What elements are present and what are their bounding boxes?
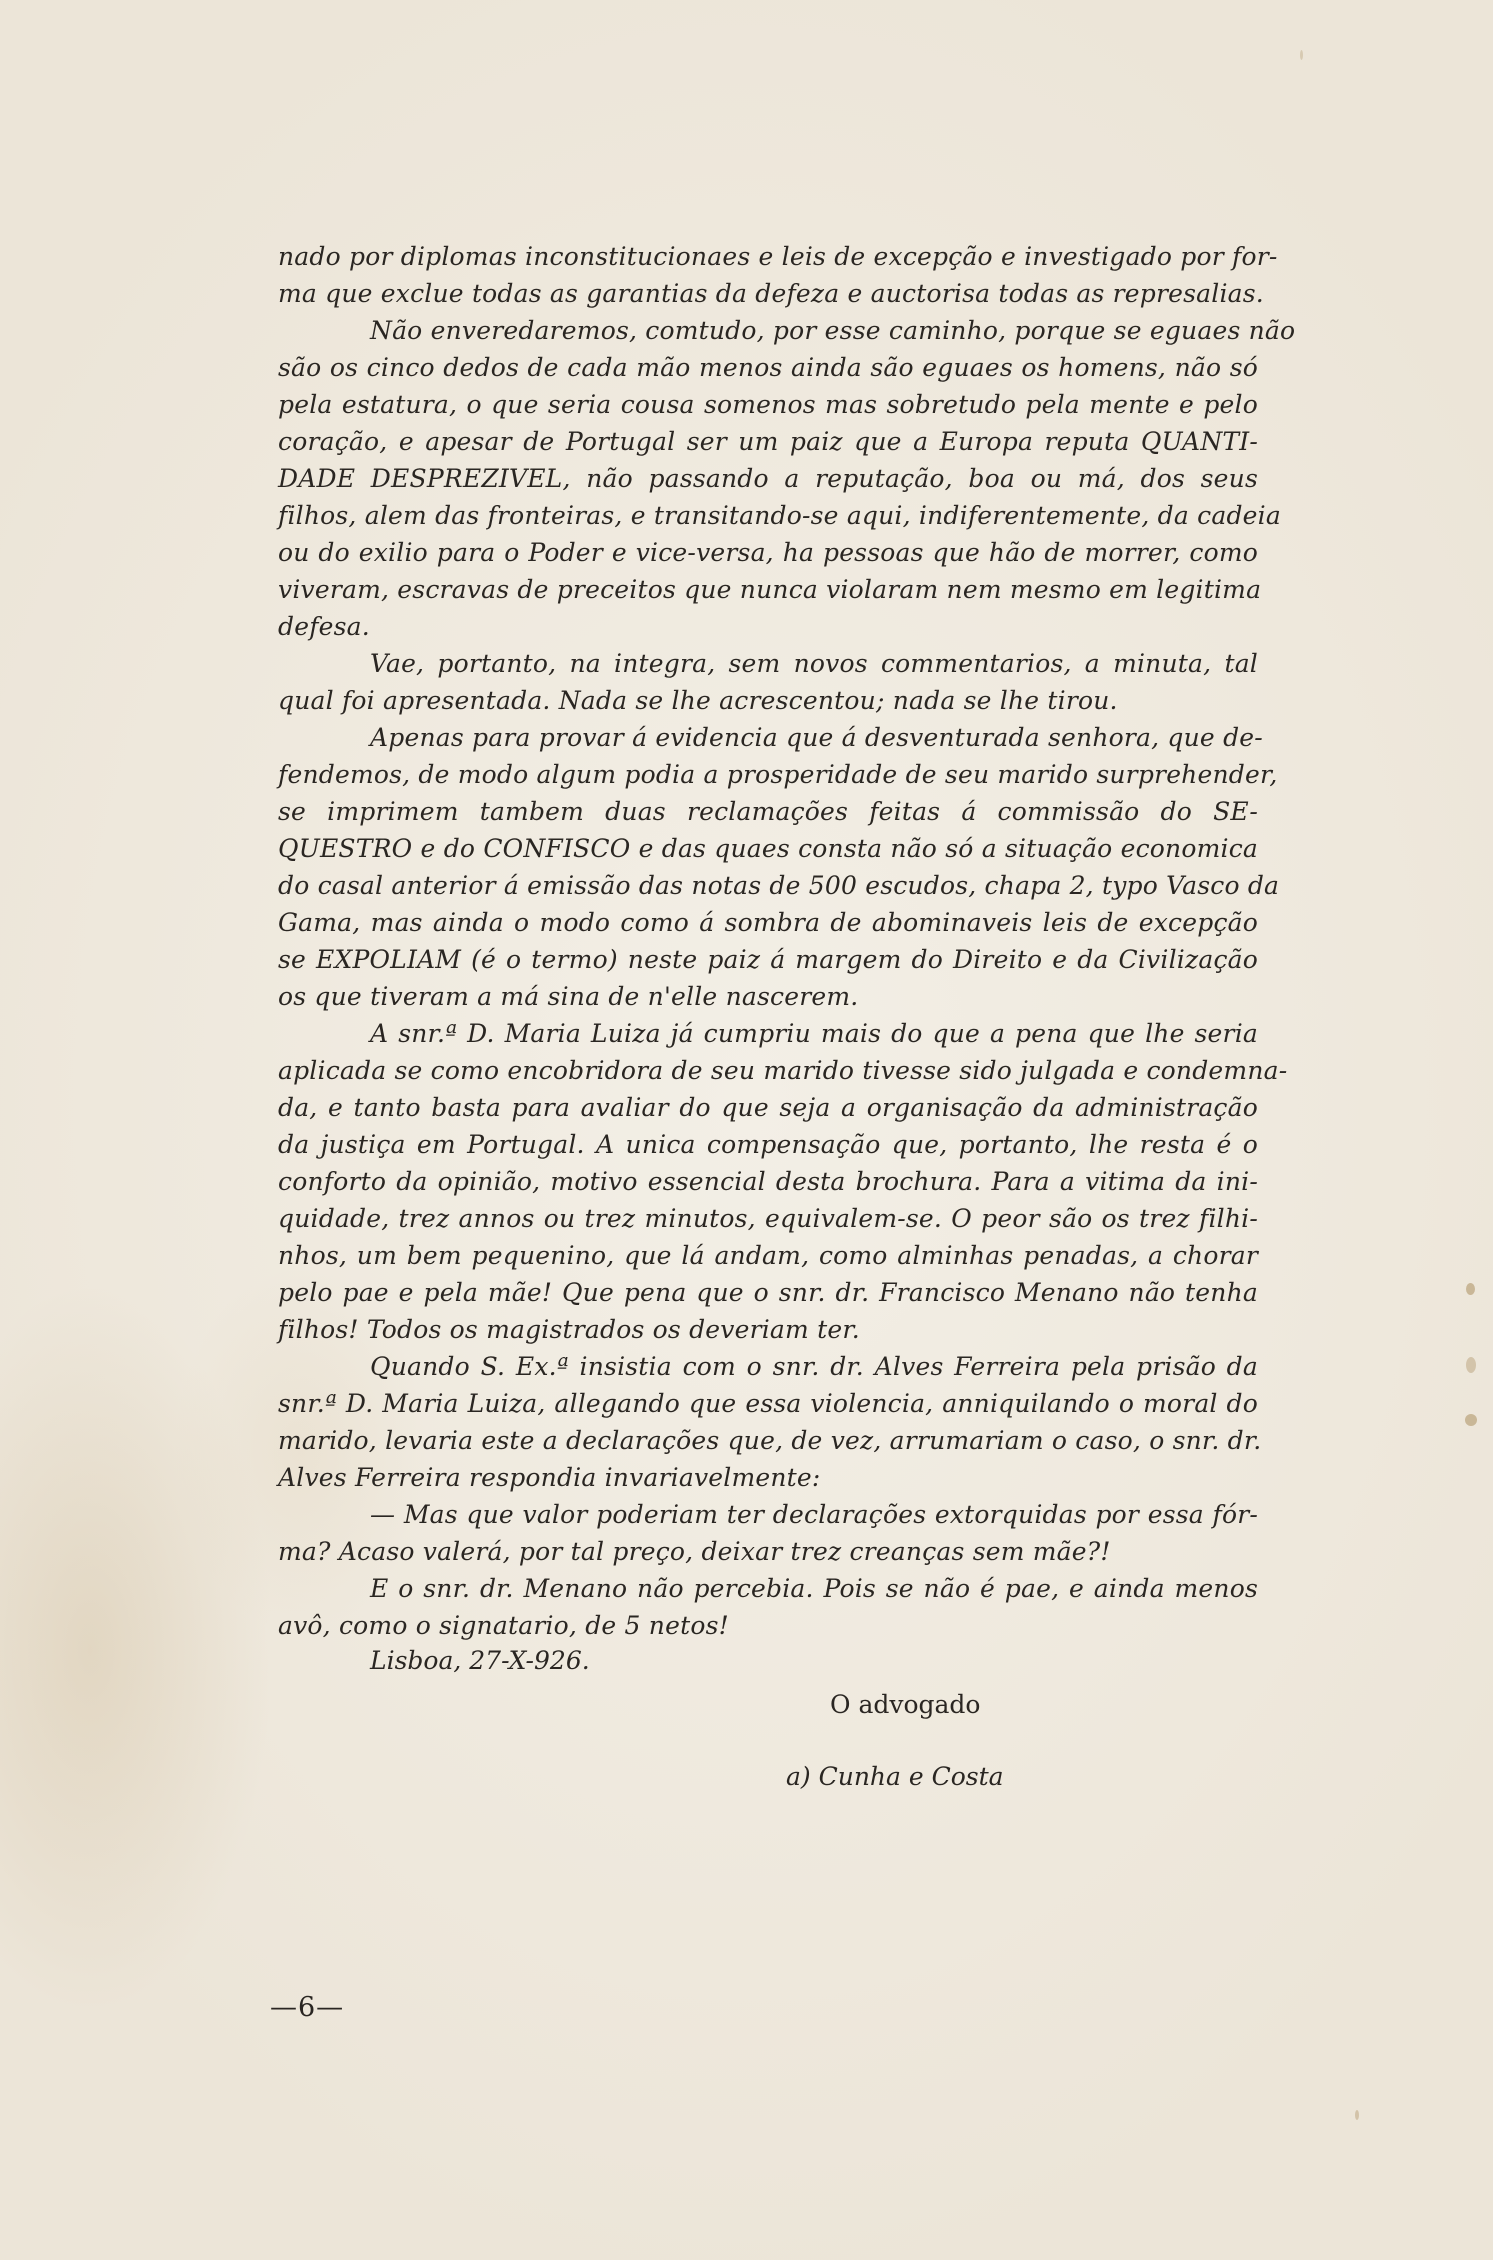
paper-speck (1466, 1283, 1475, 1295)
paper-speck (1355, 2110, 1359, 2120)
text-line: pela estatura, o que seria cousa somenos mas sobretudo pela mente e pelo (278, 390, 1258, 419)
text-line: Quando S. Ex.ª insistia com o snr. dr. Alves Ferreira pela prisão da (370, 1352, 1258, 1381)
text-line: nhos, um bem pequenino, que lá andam, como alminhas penadas, a chorar (278, 1241, 1258, 1270)
text-line: conforto da opinião, motivo essencial desta brochura. Para a vitima da ini- (278, 1167, 1258, 1196)
text-line: pelo pae e pela mãe! Que pena que o snr. dr. Francisco Menano não tenha (278, 1278, 1258, 1307)
text-line: snr.ª D. Maria Luiza, allegando que essa violencia, anniquilando o moral do (278, 1389, 1258, 1418)
text-line: nado por diplomas inconstitucionaes e leis de excepção e investigado por for- (278, 242, 1278, 271)
text-line: defesa. (278, 612, 370, 641)
text-line: ou do exilio para o Poder e vice-versa, ha pessoas que hão de morrer, como (278, 538, 1258, 567)
text-line: Gama, mas ainda o modo como á sombra de abominaveis leis de excepção (278, 908, 1258, 937)
signoff-title: O advogado (830, 1690, 981, 1719)
text-line: fendemos, de modo algum podia a prosperidade de seu marido surprehender, (278, 760, 1278, 789)
text-line: Apenas para provar á evidencia que á desventurada senhora, que de- (370, 723, 1263, 752)
text-line: ma? Acaso valerá, por tal preço, deixar trez creanças sem mãe?! (278, 1537, 1111, 1566)
paper-speck (1300, 50, 1303, 60)
text-line: os que tiveram a má sina de n'elle nascerem. (278, 982, 859, 1011)
text-line: Não enveredaremos, comtudo, por esse caminho, porque se eguaes não (370, 316, 1296, 345)
date-line: Lisboa, 27-X-926. (370, 1646, 590, 1675)
text-line: do casal anterior á emissão das notas de 500 escudos, chapa 2, typo Vasco da (278, 871, 1280, 900)
text-line: DADE DESPREZIVEL, não passando a reputação, boa ou má, dos seus (278, 464, 1258, 493)
text-line: A snr.ª D. Maria Luiza já cumpriu mais do que a pena que lhe seria (370, 1019, 1258, 1048)
text-line: E o snr. dr. Menano não percebia. Pois se não é pae, e ainda menos (370, 1574, 1258, 1603)
text-line: quidade, trez annos ou trez minutos, equivalem-se. O peor são os trez filhi- (278, 1204, 1258, 1233)
paper-speck (1466, 1357, 1476, 1373)
text-line: são os cinco dedos de cada mão menos ainda são eguaes os homens, não só (278, 353, 1258, 382)
text-line: filhos, alem das fronteiras, e transitando-se aqui, indiferentemente, da cadeia (278, 501, 1281, 530)
text-line: QUESTRO e do CONFISCO e das quaes consta não só a situação economica (278, 834, 1258, 863)
paper-speck (1465, 1414, 1477, 1426)
signoff-name: a) Cunha e Costa (786, 1762, 1004, 1791)
text-line: Vae, portanto, na integra, sem novos commentarios, a minuta, tal (370, 649, 1258, 678)
text-line: avô, como o signatario, de 5 netos! (278, 1611, 729, 1640)
text-line: da, e tanto basta para avaliar do que seja a organisação da administração (278, 1093, 1258, 1122)
text-line: ma que exclue todas as garantias da defeza e auctorisa todas as represalias. (278, 279, 1264, 308)
text-line: se imprimem tambem duas reclamações feitas á commissão do SE- (278, 797, 1258, 826)
text-line: qual foi apresentada. Nada se lhe acrescentou; nada se lhe tirou. (278, 686, 1118, 715)
page-number: —6— (270, 1992, 345, 2023)
text-line: da justiça em Portugal. A unica compensação que, portanto, lhe resta é o (278, 1130, 1258, 1159)
text-line: — Mas que valor poderiam ter declarações extorquidas por essa fór- (370, 1500, 1258, 1529)
text-line: Alves Ferreira respondia invariavelmente: (278, 1463, 821, 1492)
text-line: marido, levaria este a declarações que, de vez, arrumariam o caso, o snr. dr. (278, 1426, 1262, 1455)
text-line: coração, e apesar de Portugal ser um paiz que a Europa reputa QUANTI- (278, 427, 1258, 456)
text-line: viveram, escravas de preceitos que nunca violaram nem mesmo em legitima (278, 575, 1262, 604)
text-line: se EXPOLIAM (é o termo) neste paiz á margem do Direito e da Civilização (278, 945, 1258, 974)
text-line: filhos! Todos os magistrados os deveriam ter. (278, 1315, 860, 1344)
text-line: aplicada se como encobridora de seu marido tivesse sido julgada e condemna- (278, 1056, 1288, 1085)
body-text (278, 238, 1296, 1644)
